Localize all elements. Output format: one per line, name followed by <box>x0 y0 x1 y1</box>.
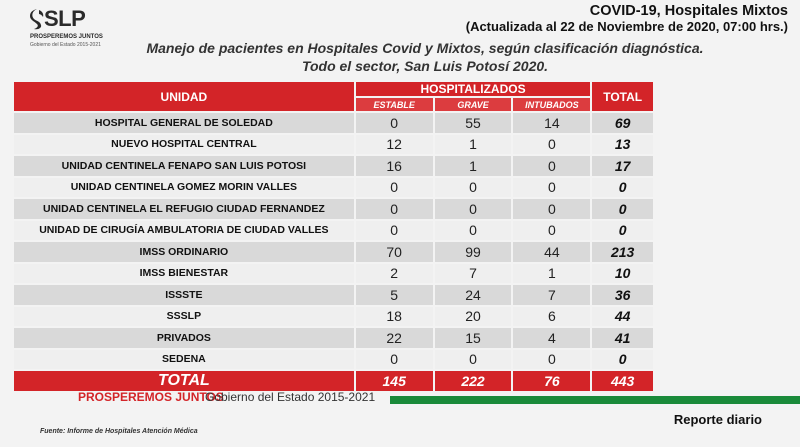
unit-name-cell: IMSS BIENESTAR <box>14 264 354 284</box>
estable-cell: 2 <box>356 264 433 284</box>
total-cell: 44 <box>592 307 653 327</box>
report-label: Reporte diario <box>673 412 762 427</box>
unit-name-cell: UNIDAD CENTINELA EL REFUGIO CIUDAD FERNANDEZ <box>14 199 354 219</box>
estable-cell: 16 <box>356 156 433 176</box>
table-row <box>14 328 653 348</box>
brand-government: Gobierno del Estado 2015-2021 <box>205 390 376 404</box>
intubados-cell: 0 <box>513 221 590 241</box>
table-row <box>14 285 653 305</box>
col-header-hospitalizados: HOSPITALIZADOS <box>356 82 591 96</box>
total-cell: 13 <box>592 135 653 155</box>
unit-name-cell: NUEVO HOSPITAL CENTRAL <box>14 135 354 155</box>
unit-name-cell: PRIVADOS <box>14 328 354 348</box>
logo-slp-text: SLP <box>44 6 86 31</box>
hospital-table <box>12 80 655 393</box>
total-cell: 0 <box>592 350 653 370</box>
col-header-total: TOTAL <box>592 82 653 111</box>
grave-cell: 1 <box>435 135 512 155</box>
grave-cell: 0 <box>435 221 512 241</box>
grave-cell: 7 <box>435 264 512 284</box>
estable-cell: 0 <box>356 350 433 370</box>
table-row <box>14 264 653 284</box>
intubados-cell: 7 <box>513 285 590 305</box>
estable-cell: 70 <box>356 242 433 262</box>
intubados-cell: 14 <box>513 113 590 133</box>
source-note: Fuente: Informe de Hospitales Atención Médica <box>40 428 198 435</box>
grave-cell: 15 <box>435 328 512 348</box>
estable-cell: 22 <box>356 328 433 348</box>
grave-cell: 55 <box>435 113 512 133</box>
estable-cell: 0 <box>356 199 433 219</box>
estable-cell: 0 <box>356 178 433 198</box>
estable-cell: 18 <box>356 307 433 327</box>
grave-cell: 0 <box>435 350 512 370</box>
col-header-grave: GRAVE <box>435 98 512 111</box>
table-row <box>14 199 653 219</box>
table-row <box>14 156 653 176</box>
unit-name-cell: IMSS ORDINARIO <box>14 242 354 262</box>
table-row <box>14 135 653 155</box>
table-row <box>14 221 653 241</box>
report-scope: Todo el sector, San Luis Potosí 2020. <box>301 58 549 74</box>
intubados-cell: 6 <box>513 307 590 327</box>
estable-cell: 0 <box>356 221 433 241</box>
report-subtitle: Manejo de pacientes en Hospitales Covid y Mixtos, según clasificación diagnóstica. <box>146 40 704 56</box>
col-header-unidad: UNIDAD <box>14 82 354 111</box>
total-total: 443 <box>592 371 653 391</box>
total-cell: 10 <box>592 264 653 284</box>
grave-cell: 24 <box>435 285 512 305</box>
intubados-cell: 44 <box>513 242 590 262</box>
unit-name-cell: SSSLP <box>14 307 354 327</box>
intubados-cell: 0 <box>513 350 590 370</box>
estable-cell: 5 <box>356 285 433 305</box>
unit-name-cell: ISSSTE <box>14 285 354 305</box>
logo-subtitle: Gobierno del Estado 2015-2021 <box>30 42 101 48</box>
brand-footer <box>60 388 800 408</box>
table-row <box>14 307 653 327</box>
table-row <box>14 350 653 370</box>
update-date: (Actualizada al 22 de Noviembre de 2020, 07:00 hrs.) <box>465 19 788 34</box>
total-label: TOTAL <box>14 371 354 391</box>
total-cell: 36 <box>592 285 653 305</box>
intubados-cell: 0 <box>513 178 590 198</box>
total-cell: 41 <box>592 328 653 348</box>
estable-cell: 0 <box>356 113 433 133</box>
total-cell: 17 <box>592 156 653 176</box>
total-estable: 145 <box>356 371 433 391</box>
unit-name-cell: SEDENA <box>14 350 354 370</box>
intubados-cell: 0 <box>513 156 590 176</box>
grave-cell: 0 <box>435 199 512 219</box>
total-grave: 222 <box>435 371 512 391</box>
intubados-cell: 0 <box>513 135 590 155</box>
total-cell: 0 <box>592 178 653 198</box>
intubados-cell: 0 <box>513 199 590 219</box>
unit-name-cell: UNIDAD CENTINELA GOMEZ MORIN VALLES <box>14 178 354 198</box>
grave-cell: 0 <box>435 178 512 198</box>
unit-name-cell: UNIDAD CENTINELA FENAPO SAN LUIS POTOSI <box>14 156 354 176</box>
brand-tagline: PROSPEREMOS JUNTOS <box>78 390 224 404</box>
brand-green-bar <box>390 396 800 404</box>
grave-cell: 20 <box>435 307 512 327</box>
grave-cell: 99 <box>435 242 512 262</box>
unit-name-cell: HOSPITAL GENERAL DE SOLEDAD <box>14 113 354 133</box>
estable-cell: 12 <box>356 135 433 155</box>
table-row <box>14 242 653 262</box>
grave-cell: 1 <box>435 156 512 176</box>
col-header-intubados: INTUBADOS <box>513 98 590 111</box>
table-row <box>14 113 653 133</box>
logo-tagline: PROSPEREMOS JUNTOS <box>30 34 103 40</box>
total-cell: 213 <box>592 242 653 262</box>
total-cell: 69 <box>592 113 653 133</box>
total-cell: 0 <box>592 199 653 219</box>
page-title: COVID-19, Hospitales Mixtos <box>589 3 788 19</box>
total-intubados: 76 <box>513 371 590 391</box>
table-row <box>14 178 653 198</box>
total-cell: 0 <box>592 221 653 241</box>
intubados-cell: 1 <box>513 264 590 284</box>
col-header-estable: ESTABLE <box>356 98 433 111</box>
intubados-cell: 4 <box>513 328 590 348</box>
unit-name-cell: UNIDAD DE CIRUGÍA AMBULATORIA DE CIUDAD VALLES <box>14 221 354 241</box>
